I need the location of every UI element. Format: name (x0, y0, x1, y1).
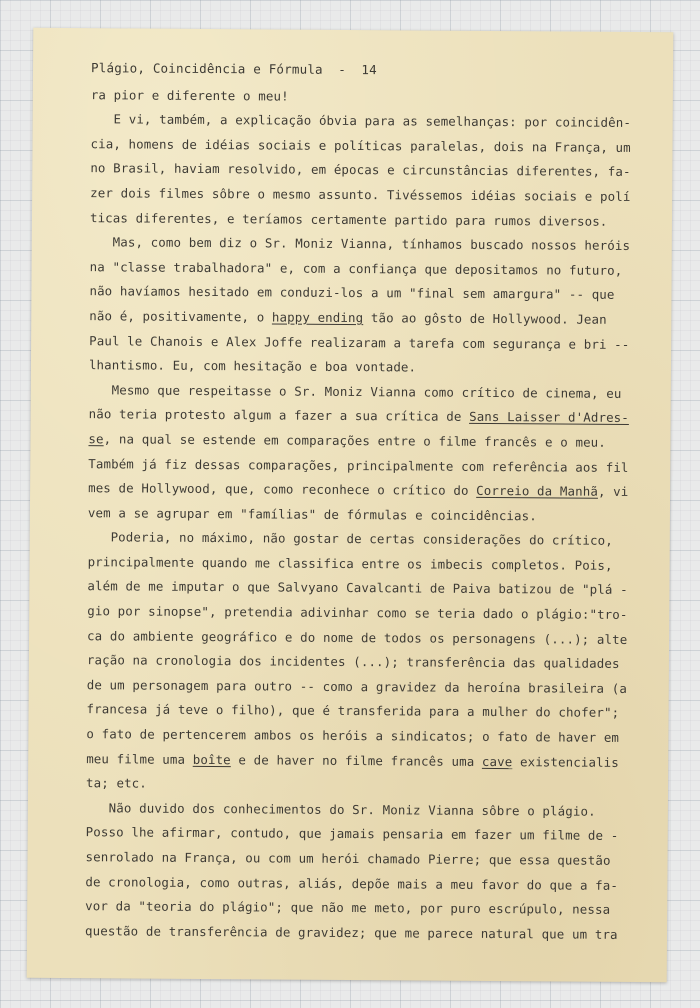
text-segment: ca do ambiente geográfico e do nome de todos os personagens (...); alte (87, 627, 628, 647)
text-segment: , vi (597, 483, 629, 500)
text-line (88, 525, 646, 553)
text-segment: gio por sinopse", pretendia adivinhar como se teria dado o plágio:"tro- (87, 603, 628, 623)
text-segment: , na qual se estende em comparações entre o filme francês e o meu. (103, 431, 606, 450)
text-segment: ticas diferentes, e teríamos certamente partido para rumos diversos. (89, 209, 608, 229)
text-line (89, 353, 647, 381)
text-line (85, 894, 643, 922)
text-segment: francesa já teve o filho), que é transferida para a mulher do chofer"; (86, 701, 620, 721)
text-line (89, 280, 647, 308)
text-segment: de cronologia, como outras, aliás, depõe mais a meu favor do que a fa- (85, 873, 619, 893)
text-segment: o fato de pertencerem ambos os heróis a sindicatos; o fato de haver em (86, 726, 620, 745)
text-segment: questão de transferência de gravidez; que me parece natural que um tra (84, 922, 618, 942)
text-segment: lhantismo. Eu, com hesitação e boa vontade. (88, 357, 417, 375)
text-segment: não teria protesto algum a fazer a sua crítica de (88, 406, 470, 425)
text-line (91, 107, 649, 135)
text-segment: principalmente quando me classifica entre os imbecis completos. Pois, (87, 554, 613, 573)
underlined-text: boîte (192, 751, 231, 767)
text-segment: vem a se agrupar em "famílias" de fórmulas e coincidências. (87, 504, 537, 523)
text-line (87, 648, 645, 676)
text-segment: Posso lhe afirmar, contudo, que jamais pensaria em fazer um filme de - (85, 824, 619, 844)
underlined-text: cave (481, 753, 513, 769)
text-segment: ta; etc. (86, 775, 147, 791)
text-segment: Mesmo que respeitasse o Sr. Moniz Vianna como crítico de cinema, eu (88, 381, 622, 401)
text-line (89, 402, 647, 430)
text-line (88, 476, 646, 504)
text-segment: de um personagem para outro -- como a gravidez da heroína brasileira (a (86, 677, 628, 696)
text-segment: cia, homens de idéias sociais e políticas paralelas, dois na França, um (90, 135, 631, 155)
text-segment: na "classe trabalhadora" e, com a confiança que depositamos no futuro, (89, 258, 623, 278)
text-line (89, 304, 647, 332)
text-segment: Paul le Chanois e Alex Joffe realizaram a tarefa com segurança e bri -- (89, 332, 630, 352)
text-line (85, 845, 643, 873)
text-segment: E vi, também, a explicação óbvia para as semelhanças: por coincidên- (90, 111, 632, 131)
page-header: Plágio, Coincidência e Fórmula - 14 (90, 60, 377, 78)
underlined-text: Correio da Manhã (476, 482, 599, 499)
text-segment: tão ao gôsto de Hollywood. Jean (363, 310, 607, 327)
text-segment: vor da "teoria do plágio"; que não me meto, por puro escrúpulo, nessa (85, 898, 611, 918)
text-segment: ração na cronologia dos incidentes (...); transferência das qualidades (86, 652, 620, 672)
underlined-text: Sans Laisser d'Adres- (469, 409, 629, 426)
text-segment: Poderia, no máximo, não gostar de certas considerações do crítico, (87, 529, 613, 549)
text-line (90, 181, 648, 209)
text-line (85, 919, 643, 947)
text-segment: zer dois filmes sôbre o mesmo assunto. Tivéssemos idéias sociais e polí (90, 185, 631, 204)
text-segment: meu filme uma (86, 750, 193, 767)
text-line (86, 722, 644, 750)
text-line (88, 427, 646, 455)
typewritten-page (27, 28, 674, 982)
text-line (90, 230, 648, 258)
text-segment: não havíamos hesitado em conduzi-los a um "final sem amargura" -- que (89, 283, 615, 303)
text-line (87, 599, 645, 627)
text-segment: Também já fiz dessas comparações, principalmente com referência aos fil (88, 455, 629, 475)
underlined-text: happy ending (271, 309, 364, 326)
text-segment: ra pior e diferente o meu! (90, 86, 289, 104)
underlined-text: se (88, 431, 104, 447)
text-segment: senrolado na França, ou com um herói chamado Pierre; que essa questão (85, 849, 611, 868)
text-segment: existencialis (512, 753, 619, 770)
text-segment: e de haver no filme francês uma (230, 751, 483, 769)
text-segment: Não duvido dos conhecimentos do Sr. Moniz Vianna sôbre o plágio. (85, 799, 596, 819)
text-segment: mes de Hollywood, que, como reconhece o crítico do (88, 480, 477, 498)
text-segment: não é, positivamente, o (89, 308, 273, 325)
text-segment: no Brasil, haviam resolvido, em épocas e circunstâncias diferentes, fa- (90, 160, 631, 180)
text-segment: além de me imputar o que Salvyano Cavalcanti de Paiva batizou de "plá - (87, 578, 628, 598)
text-line (86, 747, 644, 775)
body-text (85, 83, 649, 948)
text-segment: Mas, como bem diz o Sr. Moniz Vianna, tínhamos buscado nossos heróis (89, 234, 631, 254)
